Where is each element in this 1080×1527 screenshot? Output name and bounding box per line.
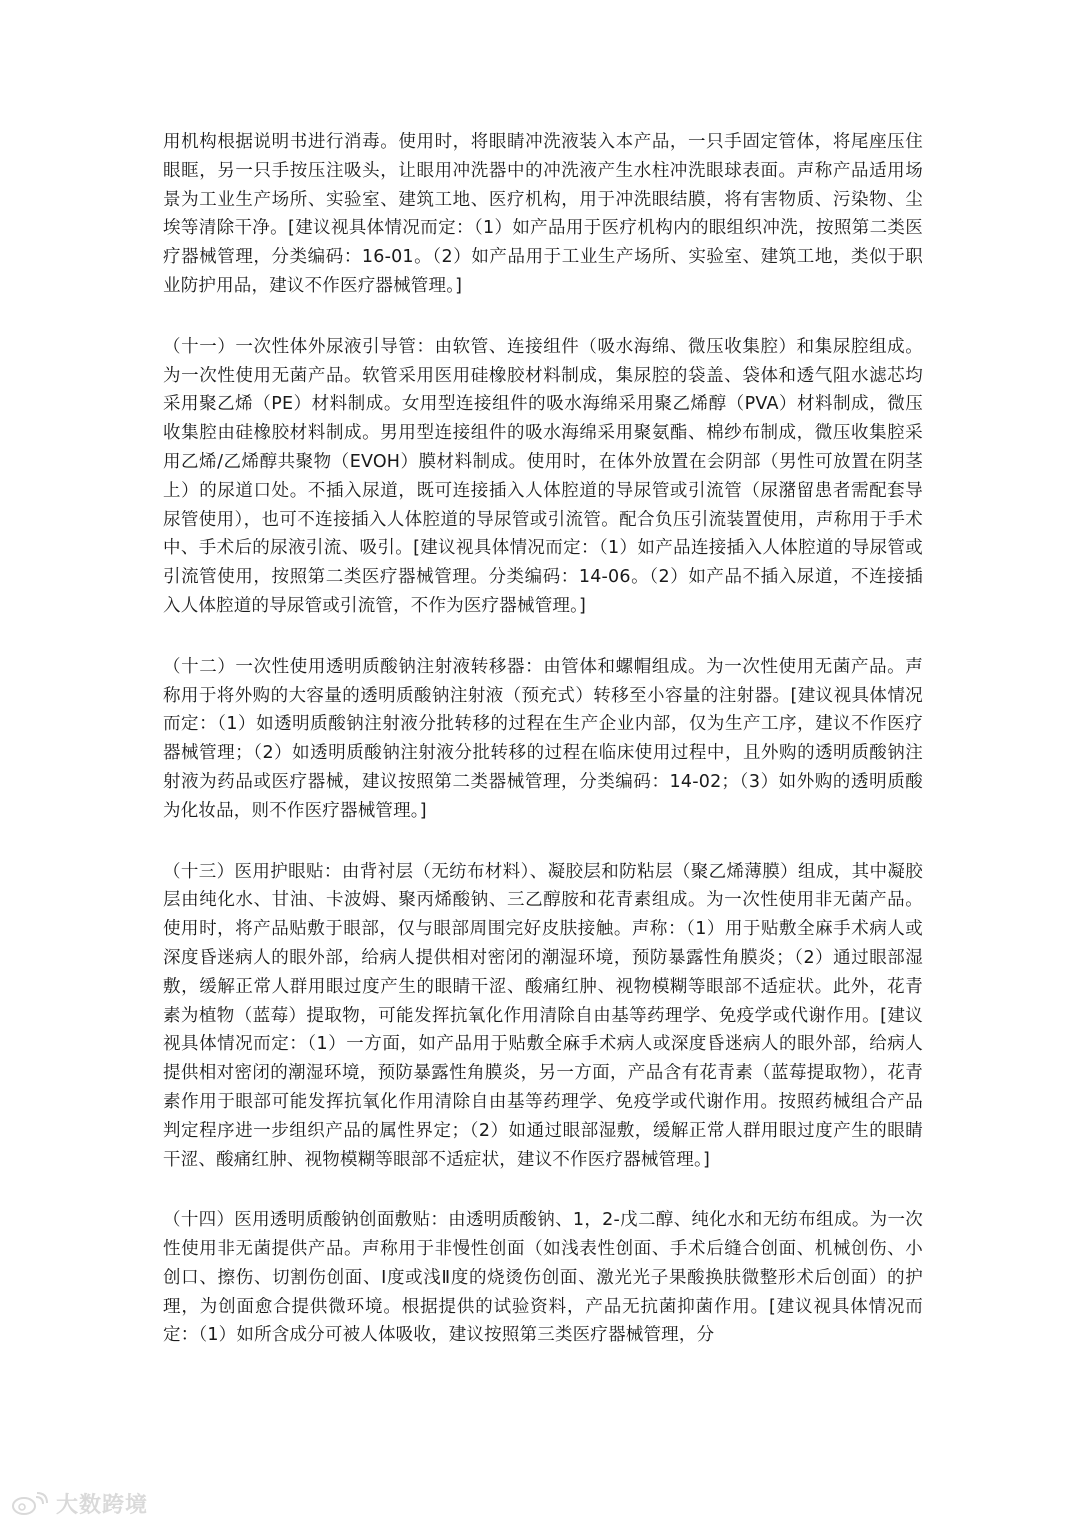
paragraph-14-hyaluronate-wound-dressing: （十四）医用透明质酸钠创面敷贴：由透明质酸钠、1，2-戊二醇、纯化水和无纺布组成。为一次性使用非无菌提供产品。声称用于非慢性创面（如浅表性创面、手术后缝合创面、机械创伤、小创口、擦伤、切割伤创面、Ⅰ度或浅Ⅱ度的烧烫伤创面、激光光子果酸换肤微整形术后创面）的护理，为创面愈合提供微环境。根据提供的试验资料，产品无抗菌抑菌作用。[建议视具体情况而定：（1）如所含成分可被人体吸收，建议按照第三类医疗器械管理，分 (163, 1210, 923, 1346)
paragraph-eye-washer-continuation: 用机构根据说明书进行消毒。使用时，将眼睛冲洗液装入本产品，一只手固定管体，将尾座压住眼眶，另一只手按压注吸头，让眼用冲洗器中的冲洗液产生水柱冲洗眼球表面。声称产品适用场景为工业生产场所、实验室、建筑工地、医疗机构，用于冲洗眼结膜，将有害物质、污染物、尘埃等清除干净。[建议视具体情况而定：（1）如产品用于医疗机构内的眼组织冲洗，按照第二类医疗器械管理，分类编码：16-01。（2）如产品用于工业生产场所、实验室、建筑工地，类似于职业防护用品，建议不作医疗器械管理。] (163, 132, 923, 296)
weibo-logo-icon (10, 1491, 50, 1517)
paragraph-13-medical-eye-patch: （十三）医用护眼贴：由背衬层（无纺布材料）、凝胶层和防粘层（聚乙烯薄膜）组成，其中凝胶层由纯化水、甘油、卡波姆、聚丙烯酸钠、三乙醇胺和花青素组成。为一次性使用非无菌产品。使用时，将产品贴敷于眼部，仅与眼部周围完好皮肤接触。声称：（1）用于贴敷全麻手术病人或深度昏迷病人的眼外部，给病人提供相对密闭的潮湿环境，预防暴露性角膜炎；（2）通过眼部湿敷，缓解正常人群用眼过度产生的眼睛干涩、酸痛红肿、视物模糊等眼部不适症状。此外，花青素为植物（蓝莓）提取物，可能发挥抗氧化作用清除自由基等药理学、免疫学或代谢作用。[建议视具体情况而定：（1）一方面，如产品用于贴敷全麻手术病人或深度昏迷病人的眼外部，给病人提供相对密闭的潮湿环境，预防暴露性角膜炎，另一方面，产品含有花青素（蓝莓提取物），花青素作用于眼部可能发挥抗氧化作用清除自由基等药理学、免疫学或代谢作用。按照药械组合产品判定程序进一步组织产品的属性界定；（2）如通过眼部湿敷，缓解正常人群用眼过度产生的眼睛干涩、酸痛红肿、视物模糊等眼部不适症状，建议不作医疗器械管理。] (163, 861, 923, 1170)
watermark-text: 大数跨境 (56, 1493, 149, 1518)
watermark (10, 1488, 148, 1519)
document-body (163, 128, 923, 1382)
paragraph-11-urine-guide-tube: （十一）一次性体外尿液引导管：由软管、连接组件（吸水海绵、微压收集腔）和集尿腔组成。为一次性使用无菌产品。软管采用医用硅橡胶材料制成，集尿腔的袋盖、袋体和透气阻水滤芯均采用聚乙烯（PE）材料制成。女用型连接组件的吸水海绵采用聚乙烯醇（PVA）材料制成，微压收集腔由硅橡胶材料制成。男用型连接组件的吸水海绵采用聚氨酯、棉纱布制成，微压收集腔采用乙烯/乙烯醇共聚物（EVOH）膜材料制成。使用时，在体外放置在会阴部（男性可放置在阴茎上）的尿道口处。不插入尿道，既可连接插入人体腔道的导尿管或引流管（尿潴留患者需配套导尿管使用），也可不连接插入人体腔道的导尿管或引流管。配合负压引流装置使用，声称用于手术中、手术后的尿液引流、吸引。[建议视具体情况而定：（1）如产品连接插入人体腔道的导尿管或引流管使用，按照第二类医疗器械管理。分类编码：14-06。（2）如产品不插入尿道，不连接插入人体腔道的导尿管或引流管，不作为医疗器械管理。] (163, 336, 923, 616)
paragraph-12-hyaluronate-transfer-device: （十二）一次性使用透明质酸钠注射液转移器：由管体和螺帽组成。为一次性使用无菌产品。声称用于将外购的大容量的透明质酸钠注射液（预充式）转移至小容量的注射器。[建议视具体情况而定：（1）如透明质酸钠注射液分批转移的过程在生产企业内部，仅为生产工序，建议不作医疗器械管理；（2）如透明质酸钠注射液分批转移的过程在临床使用过程中，且外购的透明质酸钠注射液为药品或医疗器械，建议按照第二类器械管理，分类编码：14-02；（3）如外购的透明质酸为化妆品，则不作医疗器械管理。] (163, 656, 923, 821)
